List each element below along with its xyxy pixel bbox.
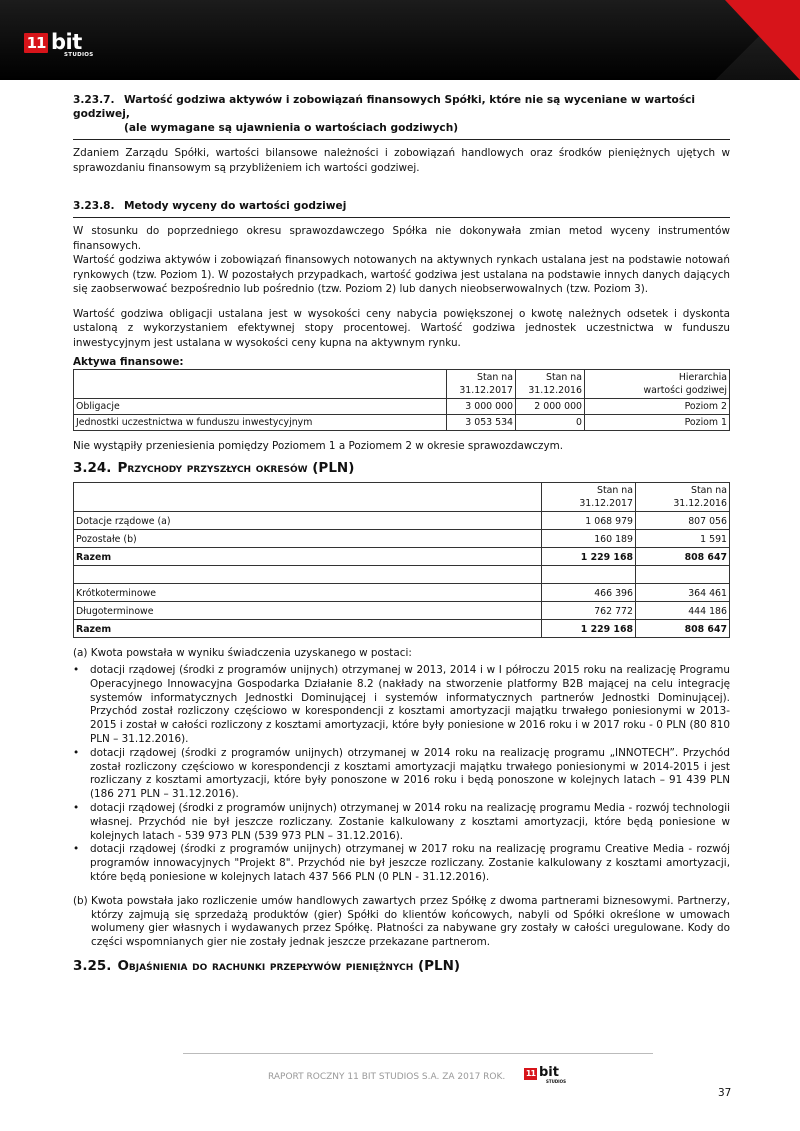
list-item: • dotacji rządowej (środki z programów unijnych) otrzymanej w 2014 roku na realizację programu Media - rozwój technologii własnej. Przychód nie był jeszcze rozliczany. Zostanie kalkulowany z kosztami amortyzacji, które będą poniesione w kolejnych latach - 539 973 PLN (539 973 PLN – 31.12.2016). (73, 801, 730, 842)
financial-assets-table (73, 369, 730, 431)
table-row-empty (74, 565, 730, 583)
section-number: 3.23.7. (73, 94, 115, 106)
divider (73, 139, 730, 140)
table-header-row: Stan na 31.12.2017 Stan na 31.12.2016 (74, 482, 730, 511)
logo-sub: STUDIOS (64, 52, 94, 58)
footer-logo: 11 bit STUDIOS (525, 1065, 566, 1084)
bullet-list (73, 664, 730, 885)
note-a: (a) Kwota powstała w wyniku świadczenia uzyskanego w postaci: (73, 646, 412, 659)
paragraph: Wartość godziwa aktywów i zobowiązań finansowych notowanych na aktywnych rynkach ustalana jest na podstawie notowań rynkowych (tzw. Poziom 1). W pozostałych przypadkach, wartość godziwa jest ustalana na podstawie innych danych dających się zaobserwować bezpośrednio lub pośrednio (tzw. Poziom 2) lub danych nieobserwowalnych (tzw. Poziom 3). (73, 254, 730, 295)
table-row: Krótkoterminowe 466 396 364 461 (74, 583, 730, 601)
paragraph: Zdaniem Zarządu Spółki, wartości bilansowe należności i zobowiązań handlowych oraz środków pieniężnych ujętych w sprawozdaniu finansowym są przybliżeniem ich wartości godziwej. (73, 147, 730, 174)
section-title: Metody wyceny do wartości godziwej (124, 200, 347, 212)
table-row: Pozostałe (b) 160 189 1 591 (74, 529, 730, 547)
logo-mark: 11 (24, 33, 48, 53)
section-heading-3-23-7 (73, 93, 730, 135)
page-number: 37 (718, 1087, 732, 1099)
paragraph: W stosunku do poprzedniego okresu sprawozdawczego Spółka nie dokonywała zmian metod wyceny instrumentów finansowych. (73, 225, 730, 252)
footer-divider (183, 1053, 653, 1054)
section-number: 3.23.8. (73, 200, 115, 212)
section-heading-3-24: 3.24. Przychody przyszłych okresów (PLN) (73, 459, 355, 476)
section-heading-3-23-8 (73, 199, 730, 213)
table-label: Aktywa finansowe: (73, 356, 184, 368)
table-row: Dotacje rządowe (a) 1 068 979 807 056 (74, 511, 730, 529)
list-item: • dotacji rządowej (środki z programów unijnych) otrzymanej w 2013, 2014 i w I półroczu 2015 roku na realizację Programu Operacyjnego Innowacyjna Gospodarka Działanie 8.2 (nakłady na stworzenie platformy B2B mającej na celu integrację systemów informatycznych Jednostki Dominującej i systemów informatycznych partnerów Jednostki Dominującej). Przychód został rozliczony częściowo w korespondencji z kosztami amortyzacji majątku trwałego poniesionymi w 2013-2015 i został w całości rozliczony z kosztami amortyzacji, które były poniesione w 2016 roku i w 2017 roku - 0 PLN (80 810 PLN – 31.12.2016). (73, 664, 730, 745)
table-row: Obligacje 3 000 000 2 000 000 Poziom 2 (74, 399, 730, 415)
header-red-corner (725, 0, 800, 80)
logo-word: bit (51, 30, 82, 54)
section-title: Wartość godziwa aktywów i zobowiązań finansowych Spółki, które nie są wyceniane w wartości godziwej, (73, 94, 696, 120)
footer-text: RAPORT ROCZNY 11 BIT STUDIOS S.A. ZA 2017 ROK. (268, 1072, 506, 1082)
table-row: Długoterminowe 762 772 444 186 (74, 601, 730, 619)
deferred-income-table (73, 482, 730, 638)
table-header-row: Stan na 31.12.2017 Stan na 31.12.2016 Hierarchia wartości godziwej (74, 370, 730, 399)
section-title-cont: (ale wymagane są ujawnienia o wartościach godziwych) (124, 122, 459, 134)
table-row-total: Razem 1 229 168 808 647 (74, 619, 730, 637)
page-content (73, 93, 730, 980)
divider (73, 217, 730, 218)
paragraph: Nie wystąpiły przeniesienia pomiędzy Poziomem 1 a Poziomem 2 w okresie sprawozdawczym. (73, 440, 564, 452)
table-row: Jednostki uczestnictwa w funduszu inwestycyjnym 3 053 534 0 Poziom 1 (74, 415, 730, 431)
header-band (0, 0, 800, 80)
list-item: • dotacji rządowej (środki z programów unijnych) otrzymanej w 2017 roku na realizację programu Creative Media - rozwój programów innowacyjnych "Projekt 8". Przychód nie był jeszcze rozliczany. Zostanie kalkulowany z kosztami amortyzacji, które będą poniesione w kolejnych latach 437 566 PLN (0 PLN - 31.12.2016). (73, 843, 730, 883)
section-heading-3-25: 3.25. Objaśnienia do rachunki przepływów pieniężnych (PLN) (73, 957, 461, 974)
page-header (0, 0, 800, 80)
list-item: • dotacji rządowej (środki z programów unijnych) otrzymanej w 2014 roku na realizację programu „INNOTECH”. Przychód został rozliczony częściowo w korespondencji z kosztami amortyzacji majątku trwałego poniesionymi w 2014-2015 i jest rozliczany z kosztami amortyzacji, które były ponoszone w 2016 roku i będą ponoszone w kolejnych latach – 91 439 PLN (186 271 PLN – 31.12.2016). (73, 746, 730, 801)
table-row-total: Razem 1 229 168 808 647 (74, 547, 730, 565)
paragraph: Wartość godziwa obligacji ustalana jest w wysokości ceny nabycia powiększonej o kwotę należnych odsetek i dyskonta ustaloną z wykorzystaniem efektywnej stopy procentowej. Wartość godziwa jednostek uczestnictwa w funduszu inwestycyjnym jest ustalana w wysokości ceny kupna na aktywnym rynku. (73, 307, 730, 349)
note-b: (b) Kwota powstała jako rozliczenie umów handlowych zawartych przez Spółkę z dwoma partnerami biznesowymi. Partnerzy, którzy zajmują się sprzedażą produktów (gier) Spółki do klientów końcowych, nabyli od Spółki określone w umowach wolumeny gier własnych i wydawanych przez Spółkę. Płatności za nabywane gry zostały w całości uregulowane. Kody do części wspomnianych gier nie zostały jednak jeszcze przekazane partnerom. (73, 894, 730, 949)
